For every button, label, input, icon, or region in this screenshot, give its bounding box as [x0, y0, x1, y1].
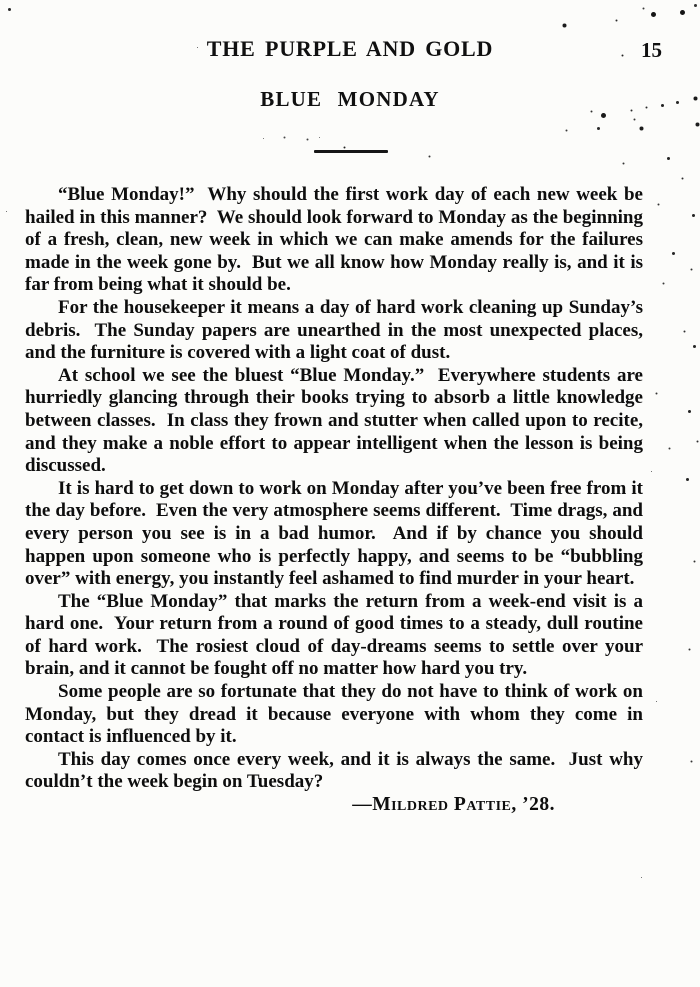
paragraph: It is hard to get down to work on Monday after you’ve been free from it the day before. Even the very atmosphere seems different. Time drags, and every person you see is in a bad humor. And if by chance you should happen upon someone who is perfectly happy, and seems to be “bubbling over” with energy, you instantly feel ashamed to find murder in your heart.	[25, 477, 648, 590]
article-body	[25, 184, 648, 817]
page-number: 15	[641, 38, 662, 62]
article-title: BLUE MONDAY	[260, 87, 440, 111]
paragraph: “Blue Monday!” Why should the first work day of each new week be hailed in this manner? We should look forward to Monday as the beginning of a fresh, clean, new week in which we can make amends for the failures made in the week gone by. But we all know how Monday really is, and it is far from being what it should be.	[25, 184, 648, 296]
paragraph: At school we see the bluest “Blue Monday.” Everywhere students are hurriedly glancing through their books trying to absorb a little knowledge between classes. In class they frown and stutter when called upon to recite, and they make a noble effort to appear intelligent when the lesson is being discussed.	[25, 364, 648, 477]
section-divider	[314, 150, 388, 153]
paragraph: The “Blue Monday” that marks the return from a week-end visit is a hard one. Your return from a round of good times to a steady, dull routine of hard work. The rosiest cloud of day-dreams seems to settle over your brain, and it cannot be fought off no matter how hard you try.	[25, 590, 648, 680]
scan-noise-specks	[0, 0, 3, 3]
paragraph: For the housekeeper it means a day of hard work cleaning up Sunday’s debris. The Sunday papers are unearthed in the most unexpected places, and the furniture is covered with a light coat of dust.	[25, 296, 648, 364]
publication-title: THE PURPLE AND GOLD	[206, 36, 494, 61]
paragraph: This day comes once every week, and it is always the same. Just why couldn’t the week begin on Tuesday?	[25, 748, 648, 793]
byline: —Mildred Pattie, ’28.	[352, 794, 555, 816]
paragraph: Some people are so fortunate that they do not have to think of work on Monday, but they dread it because everyone with whom they come in contact is influenced by it.	[25, 681, 648, 748]
